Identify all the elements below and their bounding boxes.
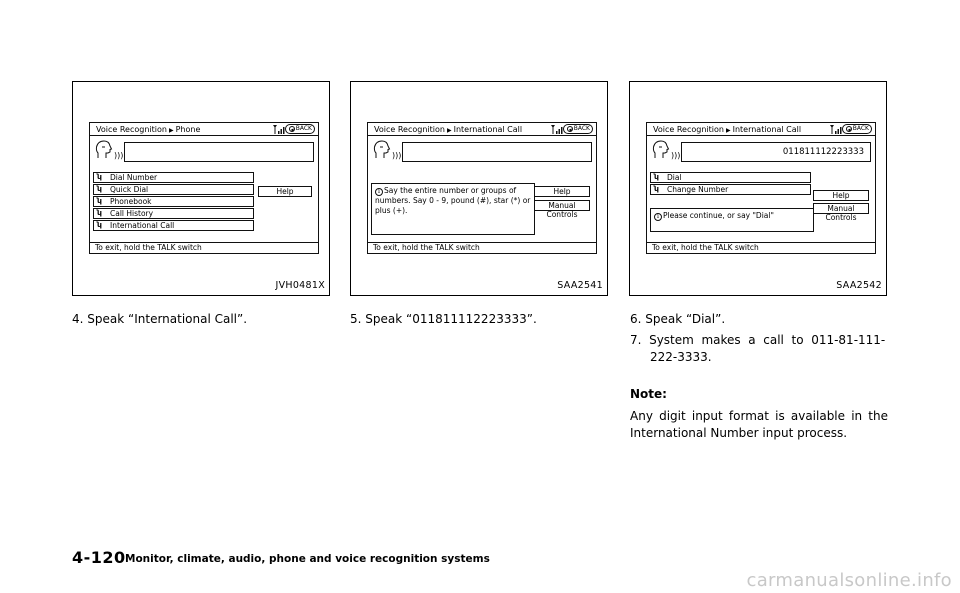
back-button[interactable]: ◀ BACK [285,124,315,134]
figure-code: SAA2541 [557,280,603,291]
breadcrumb-arrow-icon: ▶ [725,127,731,134]
signal-strength-icon [829,124,843,134]
menu-item-phonebook[interactable]: ʮ Phonebook [93,196,254,207]
sound-waves-icon: ))) [392,151,402,160]
title-bar [368,123,596,136]
number-entry-field [124,142,314,162]
breadcrumb-arrow-icon: ▶ [446,127,452,134]
back-button[interactable]: ◀ BACK [842,124,872,134]
step-6: 6. Speak “Dial”. [630,312,726,326]
sound-waves-icon: ))) [671,151,681,160]
voice-command-icon: ʮ [97,173,102,181]
menu-item-call-history[interactable]: ʮ Call History [93,208,254,219]
menu-item-dial[interactable]: ʮ Dial [650,172,811,183]
voice-recognition-screen [646,122,876,254]
number-entry-field [402,142,592,162]
speaking-head-icon [373,140,391,160]
figure-code: JVH0481X [275,280,325,291]
step-7: 7. System makes a call to 011-81-111- [630,333,886,347]
status-bar: To exit, hold the TALK switch [90,242,318,253]
speaking-head-icon [652,140,670,160]
figure-panel-dial [629,81,887,296]
figure-panel-international-call [350,81,608,296]
screen-title: Voice Recognition ▶ Phone [96,125,201,134]
status-bar: To exit, hold the TALK switch [368,242,596,253]
step-7-continued: 222-3333. [650,350,712,364]
back-arrow-icon: ◀ [290,127,294,132]
breadcrumb-arrow-icon: ▶ [168,127,174,134]
voice-command-icon: ʮ [97,197,102,205]
menu-item-dial-number[interactable]: ʮ Dial Number [93,172,254,183]
note-heading: Note: [630,387,667,401]
watermark: carmanualsonline.info [746,570,952,591]
figure-panel-phone [72,81,330,296]
voice-recognition-screen [89,122,319,254]
back-button[interactable]: ◀ BACK [563,124,593,134]
screen-title: Voice Recognition ▶ International Call [374,125,523,134]
page-number: 4-120 [72,548,126,567]
title-bar [647,123,875,136]
menu-item-change-number[interactable]: ʮ Change Number [650,184,811,195]
figure-code: SAA2542 [836,280,882,291]
signal-strength-icon [550,124,564,134]
section-title: Monitor, climate, audio, phone and voice recognition systems [125,553,490,565]
manual-controls-button[interactable]: Manual Controls [534,200,590,211]
manual-controls-button[interactable]: Manual Controls [813,203,869,214]
instruction-box: i Say the entire number or groups of numbers. Say 0 - 9, pound (#), star (*) or plus (+). [371,183,535,235]
help-button[interactable]: Help [258,186,312,197]
title-bar [90,123,318,136]
voice-command-icon: ʮ [97,221,102,229]
step-4: 4. Speak “International Call”. [72,312,248,326]
back-arrow-icon: ◀ [568,127,572,132]
info-icon: i [654,213,662,221]
step-5: 5. Speak “011811112223333”. [350,312,537,326]
number-entry-field: 011811112223333 [681,142,871,162]
screen-title: Voice Recognition ▶ International Call [653,125,802,134]
voice-recognition-screen [367,122,597,254]
voice-command-icon: ʮ [97,185,102,193]
voice-command-icon: ʮ [97,209,102,217]
menu-item-international-call[interactable]: ʮ International Call [93,220,254,231]
signal-strength-icon [272,124,286,134]
info-icon: i [375,188,383,196]
back-arrow-icon: ◀ [847,127,851,132]
sound-waves-icon: ))) [114,151,124,160]
help-button[interactable]: Help [813,190,869,201]
speaking-head-icon [95,140,113,160]
voice-command-icon: ʮ [654,173,659,181]
status-bar: To exit, hold the TALK switch [647,242,875,253]
note-text: Any digit input format is available in the International Number input process. [630,409,888,440]
instruction-box: i Please continue, or say "Dial" [650,208,814,232]
menu-item-quick-dial[interactable]: ʮ Quick Dial [93,184,254,195]
voice-command-icon: ʮ [654,185,659,193]
help-button[interactable]: Help [534,186,590,197]
